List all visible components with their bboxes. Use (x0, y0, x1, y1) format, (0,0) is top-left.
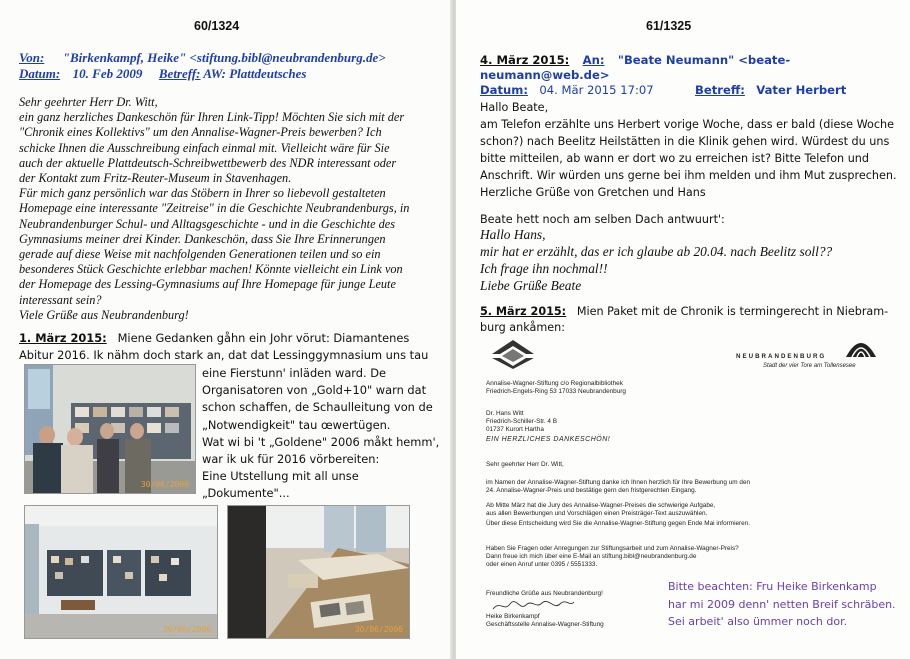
date-head: 4. März 2015: (480, 53, 570, 67)
letter-line: besonderes Stück Geschichte erlebbar machen! Könnte vielleicht ein Link von (19, 262, 403, 277)
to-value: "Beate Neumann" <beate-neumann@web.de> (480, 53, 791, 82)
march1-line: eine Fierstunn' inläden ward. De (202, 366, 387, 380)
email-line: schon?) nach Beelitz Heilstätten in die Klinik gehen wird. Würdest du uns (480, 135, 890, 148)
letter-line: aus allen Bewerbungen und Vorschlägen einen Preisträger-Text auszuwählen. (486, 510, 708, 517)
march1-line: Organisatoren von „Gold+10" warn dat (202, 383, 427, 398)
letter-line: der Kontakt zum Fritz-Reuter-Museum in Stavenhagen. (19, 171, 292, 186)
photo-date-stamp: 30/06/2006 (162, 625, 211, 634)
reply-intro: Beate hett noch am selben Dach antwuurt': (480, 213, 725, 226)
letter-line: Für mich ganz persönlich war das Stöbern in Ihrer so liebevoll gestalteten (19, 186, 386, 201)
exhibition-photo-visitors (24, 364, 196, 494)
letter-line: schicke Ihnen die Ausschreibung einfach einmal mit. Vielleicht wäre für Sie (19, 140, 390, 155)
march5-line: burg ankåmen: (480, 321, 565, 334)
letter-line: "Chronik eines Kollektivs" um den Annalise-Wagner-Preis bewerben? Ich (19, 125, 382, 140)
date-value: 10. Feb 2009 (72, 66, 143, 81)
brand-name: NEUBRANDENBURG (736, 353, 827, 360)
letter-line: im Namen der Annalise-Wagner-Stiftung danke ich Ihnen herzlich für Ihre Bewerbung um den (486, 479, 751, 486)
letter-line: gerade auf diese Weise mit nachfolgenden Generationen teilen und so ein (19, 247, 381, 262)
march1-line: „Notwendigkeit" tau œwertügen. (202, 417, 391, 432)
letter-paragraph: Über diese Entscheidung wird Sie die Annalise-Wagner-Stiftung gegen Ende Mai informieren. (486, 520, 751, 527)
letter-line: Homepage eine interessante "Zeitreise" in die Geschichte Neubrandenburgs, in (19, 201, 410, 216)
datum-label: Datum: (480, 83, 528, 97)
letter-line: Dann freue ich mich über eine E-Mail an stiftung.bibl@neubrandenburg.de (486, 553, 697, 560)
exhibition-tables-image (228, 506, 409, 638)
march1-line: Abitur 2016. Ik nähm doch stark an, dat dat Lessinggymnasium uns tau (19, 348, 429, 363)
right-page (456, 0, 910, 659)
march1-side-text (202, 365, 442, 503)
thanks-heading: EIN HERZLICHES DANKESCHÖN! (486, 436, 611, 443)
datum-value: 04. Mär 2015 17:07 (539, 83, 654, 97)
right-email-header (480, 53, 910, 98)
letter-line: der Homepage des Lessing-Gymnasiums auf Ihre Homepage für junge Leute (19, 277, 396, 292)
left-page-number: 60/1324 (194, 19, 240, 33)
brand-subtitle: Stadt der vier Tore am Tollensesee (763, 363, 856, 369)
march5-line: Mien Paket mit de Chronik is termingerecht in Niebram- (576, 305, 889, 318)
exhibition-visitors-image (25, 365, 195, 493)
march5-entry (480, 304, 905, 336)
note-line: Sei arbeit' also ümmer noch dor. (668, 615, 848, 628)
note-line: har mi 2009 denn' netten Breif schräben. (668, 597, 896, 611)
march1-line: war ik uk für 2016 vörbereiten: (202, 452, 380, 467)
from-value: "Birkenkampf, Heike" <stiftung.bibl@neubrandenburg.de> (62, 50, 386, 65)
march1-line: Eine Utstellung mit all unse (202, 469, 359, 484)
letter-line: 24. Annalise-Wagner-Preis und bestätige gern den fristgerechten Eingang. (486, 487, 697, 494)
recipient-address (486, 410, 557, 434)
photo-date-stamp: 30/06/2006 (354, 625, 403, 634)
letter-line: interessant sein? (19, 292, 102, 307)
letter-line: oder einen Anruf unter 0395 / 5551333. (486, 561, 598, 568)
recipient-line: 01737 Kurort Hartha (486, 426, 544, 433)
letter-line: Sehr geehrter Herr Dr. Witt, (19, 95, 158, 109)
email-line: bitte mitteilen, ab wann er dort wo zu erreichen ist? Bitte Telefon und (480, 152, 869, 165)
right-page-number: 61/1325 (646, 19, 692, 33)
recipient-line: Dr. Hans Witt (486, 410, 524, 417)
subject-value: Vater Herbert (756, 83, 847, 97)
exhibition-photo-tables (227, 505, 410, 639)
signer-name: Heike Birkenkampf (486, 613, 540, 620)
exhibition-photo-boards (24, 505, 218, 639)
letter-line: Viele Grüße aus Neubrandenburg! (19, 307, 189, 322)
email-line: Herzliche Grüße von Gretchen und Hans (480, 186, 706, 199)
letter-salutation: Sehr geehrter Herr Dr. Witt, (486, 461, 564, 468)
exhibition-boards-image (25, 506, 217, 638)
letter-line: Gymnasiums meiner drei Kinder. Dankeschön, dass Sie Ihre Erinnerungen (19, 231, 386, 246)
letter-line: auch der aktuelle Plattdeutsch-Schreibwettbewerb des NDR interessant oder (19, 155, 397, 170)
sender-address (486, 380, 626, 396)
email-line: Hallo Beate, (480, 101, 549, 114)
march5-date: 5. März 2015: (480, 305, 567, 318)
to-label: An: (582, 53, 605, 67)
letter-paragraph (486, 545, 739, 569)
march1-line: schon schaffen, de Schaulleitung von de (202, 400, 433, 415)
reply-line: mir hat er erzählt, das er ich glaube ab 20.04. nach Beelitz soll?? (480, 244, 833, 259)
reply-body (480, 226, 900, 294)
note-line: Bitte beachten: Fru Heike Birkenkamp (668, 580, 877, 593)
letter-line: Haben Sie Fragen oder Anregungen zur Stiftungsarbeit und zum Annalise-Wagner-Preis? (486, 545, 739, 552)
letter-paragraph (486, 502, 715, 518)
letter-paragraph (486, 479, 750, 495)
sender-line: Annalise-Wagner-Stiftung c/o Regionalbibliothek (486, 380, 623, 387)
email-line: am Telefon erzählte uns Herbert vorige Woche, dass er bald (diese Woche (480, 118, 894, 131)
letter-line: ein ganz herzliches Dankeschön für Ihren Link-Tipp! Möchten Sie sich mit der (19, 110, 405, 125)
signer-role: Geschäftsstelle Annalise-Wagner-Stiftung (486, 621, 604, 628)
signature-block (486, 613, 604, 629)
reply-line: Liebe Grüße Beate (480, 278, 582, 293)
left-email-header (19, 50, 386, 82)
subject-label: Betreff: (695, 83, 745, 97)
date-label: Datum: (19, 66, 61, 81)
subject-value: AW: Plattdeutsches (203, 66, 307, 81)
letter-closing: Freundliche Grüße aus Neubrandenburg! (486, 590, 603, 597)
handwritten-note (668, 578, 908, 631)
letter-text (19, 95, 439, 323)
photo-date-stamp: 30/06/2006 (140, 480, 189, 489)
letter-line: Neubrandenburger Schul- und Alltagsgeschichte - und in die Geschichte des (19, 216, 396, 231)
march1-date: 1. März 2015: (19, 331, 107, 345)
foundation-logo (490, 338, 536, 370)
from-label: Von: (19, 50, 45, 65)
email-body (480, 99, 905, 201)
city-logo (844, 335, 878, 359)
march1-line: „Dokumente"... (202, 486, 290, 501)
letter-line: Ab Mitte März hat die Jury des Annalise-Wagner-Preises die schwierige Aufgabe, (486, 502, 716, 509)
recipient-line: Friedrich-Schiller-Str. 4 B (486, 418, 558, 425)
subject-label: Betreff: (158, 66, 201, 81)
march1-entry (19, 330, 444, 364)
march1-line: Miene Gedanken gåhn ein Johr vörut: Diamantenes (117, 331, 410, 345)
sender-line: Friedrich-Engels-Ring 53 17033 Neubrandenburg (486, 388, 626, 395)
reply-line: Hallo Hans, (480, 227, 546, 242)
left-page (0, 0, 452, 659)
email-line: Anschrift. Wir würden uns gerne bei ihm melden und ihm Mut zusprechen. (480, 169, 897, 182)
reply-line: Ich frage ihn nochmal!! (480, 261, 608, 276)
march1-line: Wat wi bi 't „Goldene" 2006 måkt hemm', (202, 434, 440, 449)
